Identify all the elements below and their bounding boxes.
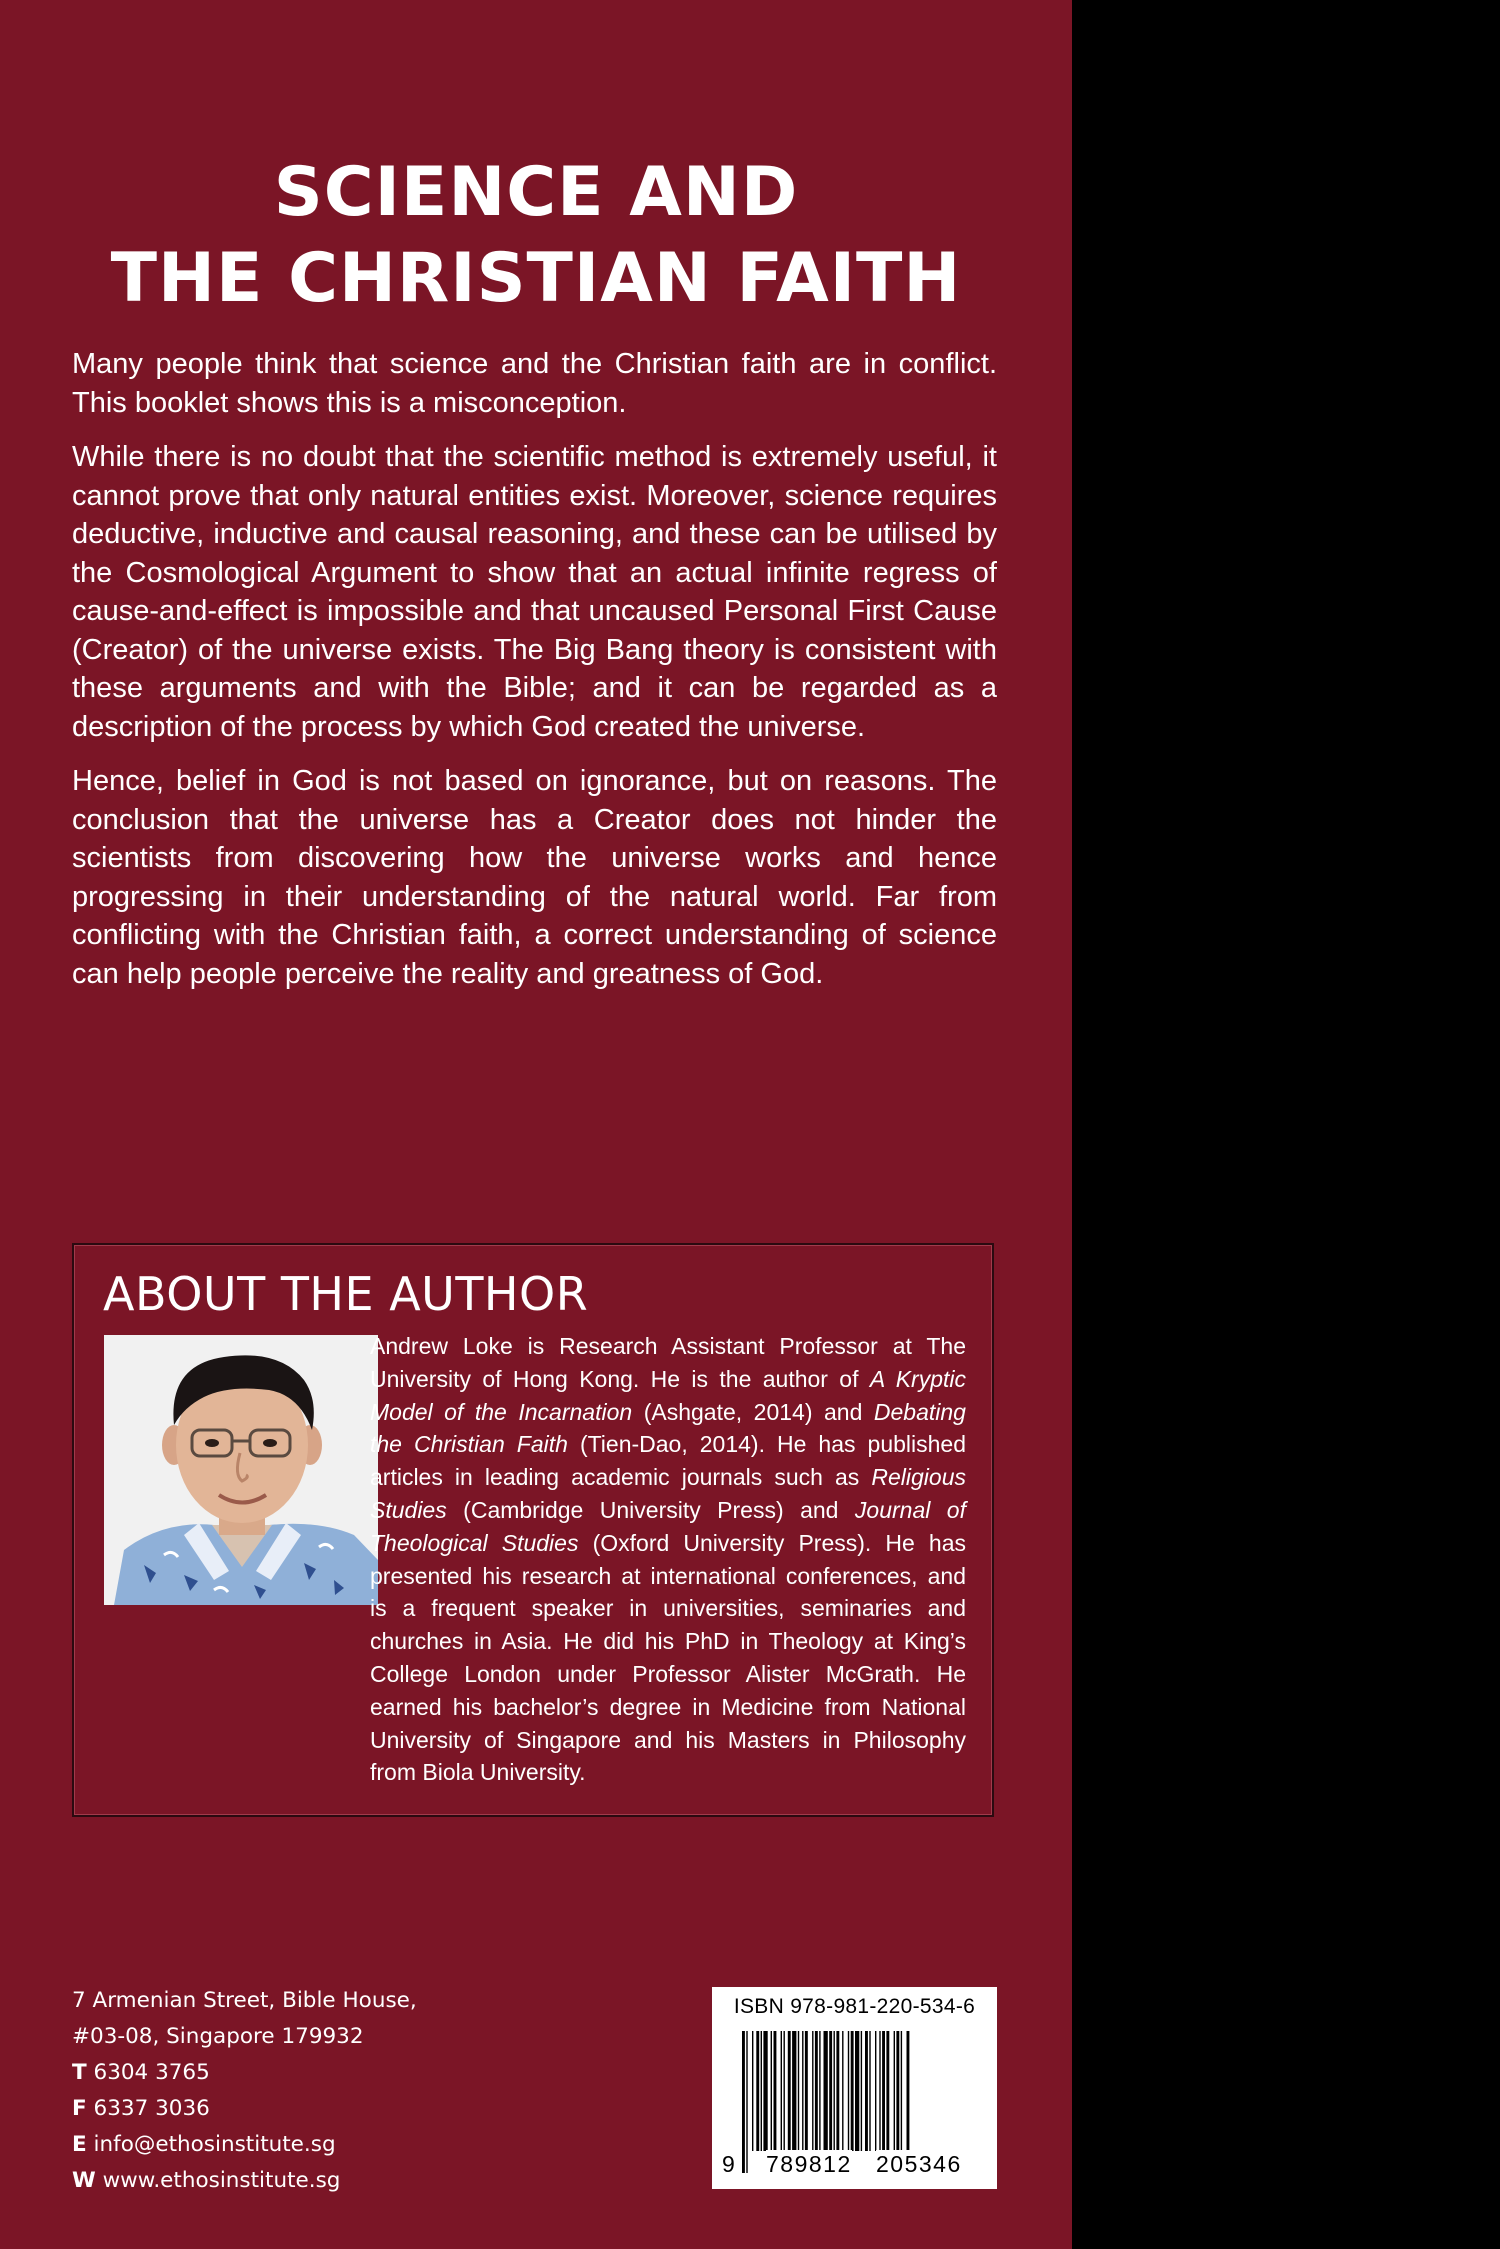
publisher-contact <box>72 1983 417 2199</box>
book-title-line-1: SCIENCE AND <box>273 153 799 232</box>
website-line <box>72 2163 417 2199</box>
barcode-bar <box>756 2031 759 2151</box>
author-portrait-icon <box>104 1335 378 1605</box>
barcode-bar <box>901 2031 902 2151</box>
barcode-bar <box>792 2031 796 2151</box>
blurb-paragraph: Hence, belief in God is not based on ignorance, but on reasons. The conclusion that the universe has a Creator does not hinder the scientists from discovering how the universe works and hence progressing in their understanding of the natural world. Far from conflicting with the Christian faith, a correct understanding of science can help people perceive the reality and greatness of God. <box>72 765 997 990</box>
book-title-line-2: THE CHRISTIAN FAITH <box>110 239 962 318</box>
bio-book-title: A Kryptic Model of the Incarnation <box>370 1365 966 1425</box>
email-line <box>72 2127 417 2163</box>
barcode-bar <box>896 2031 899 2151</box>
barcode-bar <box>815 2031 818 2151</box>
book-blurb <box>72 345 997 1009</box>
fax-number: 6337 3036 <box>93 2096 210 2121</box>
barcode-bar <box>763 2031 767 2151</box>
author-portrait-drawing <box>104 1335 378 1605</box>
bio-journal-title: Journal of Theological Studies <box>370 1496 966 1556</box>
barcode-bar <box>882 2031 885 2151</box>
barcode-bar <box>842 2031 843 2151</box>
barcode-bar <box>774 2031 777 2151</box>
barcode-bar <box>781 2031 782 2151</box>
bio-journal-title: Religious Studies <box>370 1464 966 1523</box>
isbn-label: ISBN 978-981-220-534-6 <box>733 1995 976 2018</box>
bio-text: (Ashgate, 2014) and <box>632 1398 874 1425</box>
barcode-bar <box>784 2031 785 2151</box>
address-line-2: #03-08, Singapore 179932 <box>72 2024 364 2049</box>
barcode-bar <box>819 2031 820 2151</box>
telephone-number: 6304 3765 <box>93 2060 210 2085</box>
barcode-digits-right: 205346 <box>876 2151 962 2177</box>
blurb-paragraph: While there is no doubt that the scientific method is extremely useful, it cannot prove that only natural entities exist. Moreover, science requires deductive, inductive and causal reasoning, and these can be utilised by the Cosmological Argument to show that an actual infinite regress of cause-and-effect is impossible and that uncaused Personal First Cause (Creator) of the universe exists. The Big Bang theory is consistent with these arguments and with the Bible; and it can be regarded as a description of the process by which God created the universe. <box>72 441 997 743</box>
email-address: info@ethosinstitute.sg <box>93 2132 336 2157</box>
barcode-bar <box>761 2031 762 2151</box>
bio-text: (Cambridge University Press) and <box>446 1496 855 1523</box>
barcode-bar <box>805 2031 808 2151</box>
barcode-bar <box>848 2031 849 2151</box>
barcode-bar <box>865 2031 868 2151</box>
barcode-bar <box>752 2031 753 2151</box>
website-label: W <box>72 2168 96 2193</box>
barcode-bar <box>851 2031 854 2151</box>
barcode-bar <box>812 2031 813 2151</box>
email-label: E <box>72 2132 87 2157</box>
barcode-bar <box>886 2031 889 2151</box>
book-title <box>0 150 1072 322</box>
address-line-1: 7 Armenian Street, Bible House, <box>72 1988 417 2013</box>
bio-text: Andrew Loke is Research Assistant Professor at The University of Hong Kong. He is the author of <box>370 1333 966 1392</box>
barcode-bar <box>894 2031 895 2151</box>
barcode-bar <box>879 2031 880 2151</box>
barcode-bar <box>788 2031 791 2151</box>
blurb-paragraph: Many people think that science and the Christian faith are in conflict. This booklet shows this is a misconception. <box>72 348 997 419</box>
bio-book-title: Debating the Christian Faith <box>370 1398 966 1458</box>
bio-text: (Tien-Dao, 2014). He has published articles in leading academic journals such as <box>370 1431 967 1491</box>
telephone-line <box>72 2055 417 2091</box>
fax-line <box>72 2091 417 2127</box>
barcode-bar <box>875 2031 876 2151</box>
barcode-bar <box>861 2031 862 2151</box>
barcode-bar <box>855 2031 859 2151</box>
isbn-barcode-box <box>712 1987 997 2189</box>
author-bio <box>370 1330 966 1789</box>
barcode-bar <box>798 2031 799 2151</box>
barcode-bar <box>834 2031 835 2151</box>
barcode-digits-left: 789812 <box>766 2151 852 2177</box>
about-author-heading: ABOUT THE AUTHOR <box>103 1267 589 1321</box>
fax-label: F <box>72 2096 87 2121</box>
telephone-label: T <box>72 2060 87 2085</box>
bio-text: (Oxford University Press). He has presented his research at international conferences, and is a frequent speaker in universities, seminaries and churches in Asia. He did his PhD in Theology at King’s College London under Professor Alister McGrath. He earned his bachelor’s degree in Medicine from National University of Singapore and his Masters in Philosophy from Biola University. <box>370 1529 967 1786</box>
barcode-bar <box>742 2031 745 2173</box>
barcode-bar <box>771 2031 772 2151</box>
barcode-bar <box>869 2031 870 2151</box>
barcode-bar <box>802 2031 803 2151</box>
barcode-bar <box>746 2031 747 2173</box>
about-the-author-box <box>72 1243 994 1817</box>
website-address: www.ethosinstitute.sg <box>102 2168 341 2193</box>
barcode-bar <box>836 2031 839 2151</box>
barcode-digit-first: 9 <box>722 2151 735 2177</box>
